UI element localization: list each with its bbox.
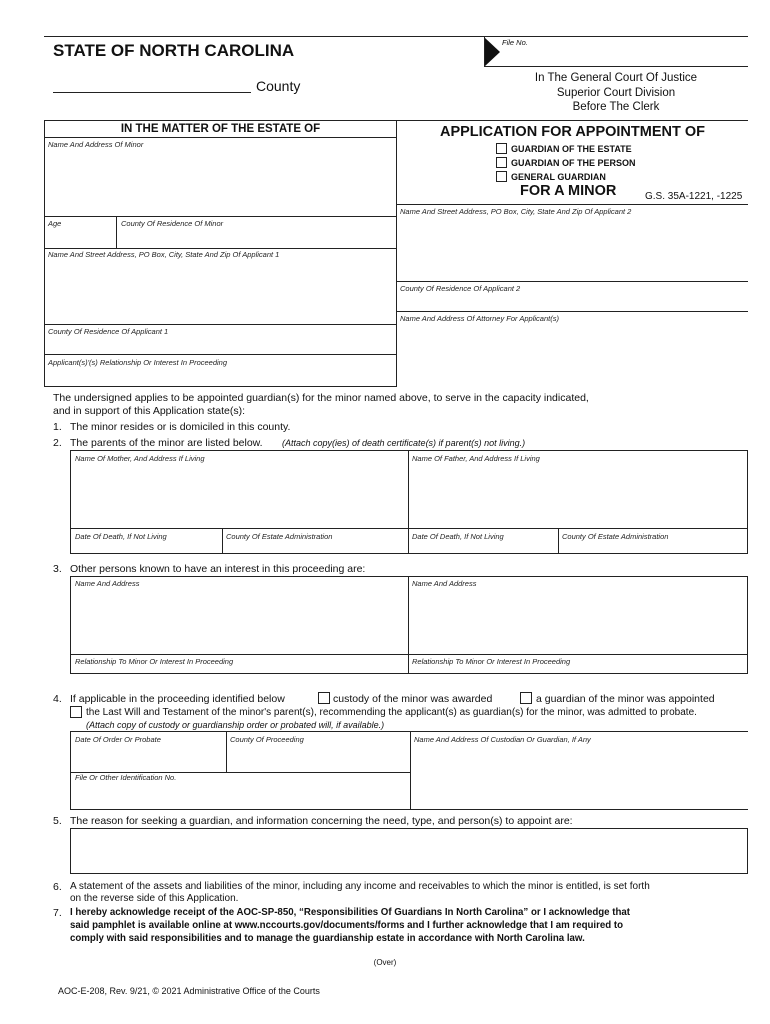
father-death-label: Date Of Death, If Not Living (412, 532, 504, 541)
custody-checkbox[interactable] (318, 692, 330, 704)
relationship-label: Applicant(s)'(s) Relationship Or Interest In Proceeding (48, 358, 228, 367)
father-label: Name Of Father, And Address If Living (412, 454, 540, 463)
applicant1-field[interactable] (46, 260, 394, 322)
guardian-person-checkbox[interactable] (496, 157, 507, 168)
file-other-label: File Or Other Identification No. (75, 773, 177, 782)
item6-line-2: on the reverse side of this Application. (70, 893, 239, 904)
reason-field[interactable] (70, 828, 748, 874)
guardian-estate-label: GUARDIAN OF THE ESTATE (511, 144, 632, 154)
county-proceeding-field[interactable] (228, 745, 408, 770)
person1-field[interactable] (72, 589, 406, 652)
file-other-field[interactable] (72, 784, 408, 807)
item5-text: The reason for seeking a guardian, and information concerning the need, type, and person(s) to appoint are: (70, 815, 573, 827)
item7-number: 7. (53, 907, 62, 919)
over-label: (Over) (373, 958, 397, 967)
court-line-3: Before The Clerk (572, 101, 660, 113)
item5-number: 5. (53, 815, 62, 827)
mother-field[interactable] (72, 464, 406, 526)
item6-number: 6. (53, 881, 62, 893)
item4-number: 4. (53, 693, 62, 705)
guardian-person-label: GUARDIAN OF THE PERSON (511, 158, 636, 168)
applicant1-county-label: County Of Residence Of Applicant 1 (48, 327, 169, 336)
person2-relationship-label: Relationship To Minor Or Interest In Proceeding (412, 657, 571, 666)
file-no-label: File No. (502, 38, 528, 47)
application-title: APPLICATION FOR APPOINTMENT OF (439, 124, 706, 140)
item3-number: 3. (53, 563, 62, 575)
person2-field[interactable] (410, 589, 746, 652)
court-line-2: Superior Court Division (556, 87, 676, 99)
guardian-estate-checkbox[interactable] (496, 143, 507, 154)
item2-number: 2. (53, 437, 62, 449)
age-label: Age (48, 219, 62, 228)
county-proceeding-label: County Of Proceeding (230, 735, 304, 744)
matter-title: IN THE MATTER OF THE ESTATE OF (120, 123, 321, 135)
person1-relationship-label: Relationship To Minor Or Interest In Proceeding (75, 657, 234, 666)
father-field[interactable] (410, 464, 746, 526)
file-no-marker-icon (484, 37, 500, 67)
applicant2-label: Name And Street Address, PO Box, City, State And Zip Of Applicant 2 (400, 207, 632, 216)
item2-note: (Attach copy(ies) of death certificate(s) if parent(s) not living.) (282, 438, 526, 448)
applicant2-field[interactable] (398, 217, 746, 279)
applicant2-county-label: County Of Residence Of Applicant 2 (400, 284, 521, 293)
person1-name-label: Name And Address (75, 579, 140, 588)
general-guardian-checkbox[interactable] (496, 171, 507, 182)
county-label: County (256, 78, 301, 94)
minor-name-label: Name And Address Of Minor (48, 140, 144, 149)
item2-text: The parents of the minor are listed below. (70, 437, 263, 449)
general-guardian-label: GENERAL GUARDIAN (511, 172, 606, 182)
item7-line-2: said pamphlet is available online at www.nccourts.gov/documents/forms and I further acknowledge that I am required to (70, 920, 624, 931)
for-minor-label: FOR A MINOR (520, 183, 617, 199)
statute-label: G.S. 35A-1221, -1225 (645, 191, 743, 202)
file-no-field[interactable] (500, 48, 746, 64)
state-title: STATE OF NORTH CAROLINA (53, 41, 295, 60)
will-label: the Last Will and Testament of the minor's parent(s), recommending the applicant(s) as guardian(s) for the minor, was admitted to probate. (86, 707, 697, 718)
guardian-appointed-label: a guardian of the minor was appointed (536, 693, 715, 705)
item3-text: Other persons known to have an interest in this proceeding are: (70, 563, 366, 575)
item1-number: 1. (53, 421, 62, 433)
item7-line-3: comply with said responsibilities and to manage the guardianship estate in accordance with North Carolina law. (70, 933, 585, 944)
father-county-label: County Of Estate Administration (562, 532, 669, 541)
court-line-1: In The General Court Of Justice (534, 72, 698, 84)
custodian-field[interactable] (412, 745, 746, 807)
minor-name-field[interactable] (46, 150, 394, 214)
item4-note: (Attach copy of custody or guardianship order or probated will, if available.) (86, 720, 385, 730)
will-checkbox[interactable] (70, 706, 82, 718)
date-order-field[interactable] (72, 745, 224, 770)
footer-text: AOC-E-208, Rev. 9/21, © 2021 Administrative Office of the Courts (58, 986, 320, 996)
mother-county-label: County Of Estate Administration (226, 532, 333, 541)
item4-text-a: If applicable in the proceeding identified below (70, 693, 285, 705)
custodian-label: Name And Address Of Custodian Or Guardian, If Any (414, 735, 591, 744)
attorney-label: Name And Address Of Attorney For Applicant(s) (400, 314, 559, 323)
custody-label: custody of the minor was awarded (333, 693, 493, 705)
item7-line-1: I hereby acknowledge receipt of the AOC-SP-850, “Responsibilities Of Guardians In North Carolina” or I acknowledge that (70, 907, 631, 918)
mother-label: Name Of Mother, And Address If Living (75, 454, 205, 463)
intro-line-1: The undersigned applies to be appointed guardian(s) for the minor named above, to serve in the capacity indicated, (53, 392, 589, 404)
intro-line-2: and in support of this Application state(s): (53, 405, 246, 417)
mother-death-label: Date Of Death, If Not Living (75, 532, 167, 541)
county-minor-label: County Of Residence Of Minor (121, 219, 224, 228)
item6-line-1: A statement of the assets and liabilities of the minor, including any income and receivables to which the minor is entitled, is set forth (70, 881, 650, 892)
date-order-label: Date Of Order Or Probate (75, 735, 161, 744)
item1-text: The minor resides or is domiciled in this county. (70, 421, 291, 433)
guardian-appointed-checkbox[interactable] (520, 692, 532, 704)
person2-name-label: Name And Address (412, 579, 477, 588)
applicant1-label: Name And Street Address, PO Box, City, State And Zip Of Applicant 1 (48, 250, 280, 259)
